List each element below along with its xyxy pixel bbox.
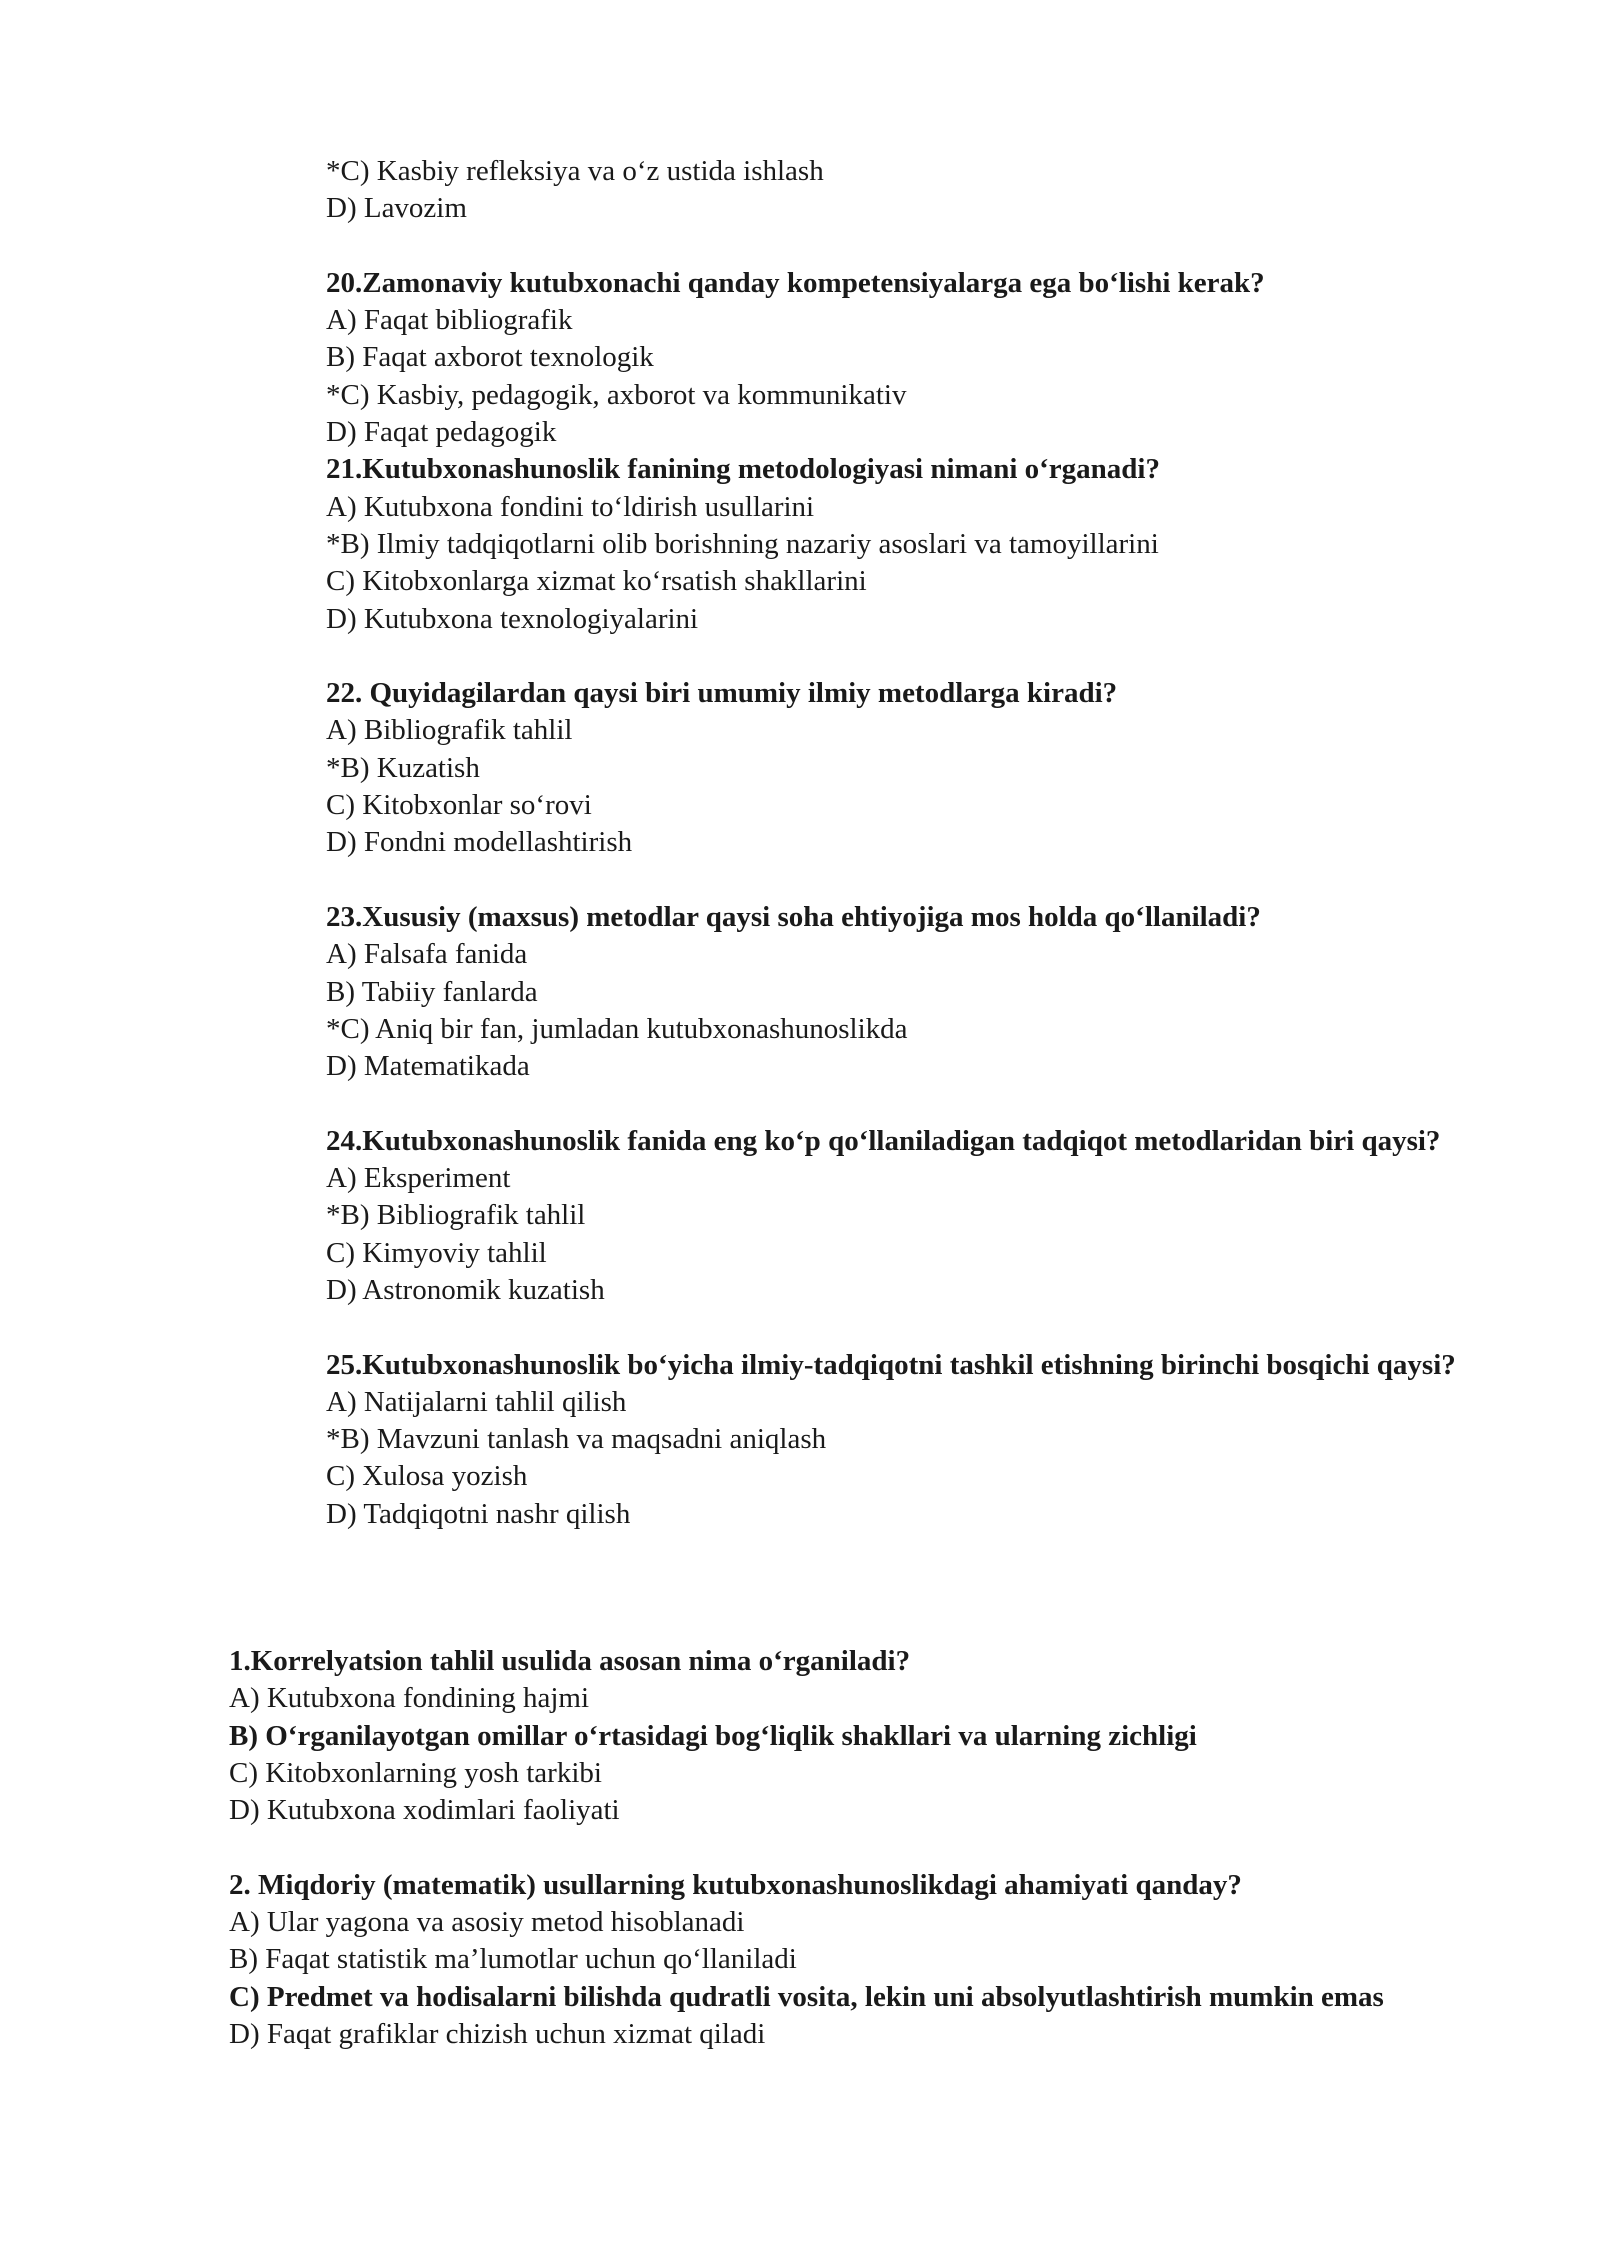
option: A) Kutubxona fondining hajmi: [229, 1682, 590, 1715]
option: D) Fondni modellashtirish: [326, 826, 633, 859]
question-25: [326, 1347, 1486, 1533]
correct-option: C) Predmet va hodisalarni bilishda qudratli vosita, lekin uni absolyutlashtirish mumkin emas: [229, 1980, 1384, 2013]
option: *B) Mavzuni tanlash va maqsadni aniqlash: [326, 1423, 827, 1456]
question-21: [326, 451, 1486, 637]
option: B) Faqat statistik ma’lumotlar uchun qo‘llaniladi: [229, 1943, 797, 1976]
option: A) Faqat bibliografik: [326, 304, 573, 337]
option: C) Kitobxonlar so‘rovi: [326, 789, 592, 822]
correct-option: B) O‘rganilayotgan omillar o‘rtasidagi bog‘liqlik shakllari va ularning zichligi: [229, 1719, 1197, 1752]
question-text: 2. Miqdoriy (matematik) usullarning kutubxonashunoslikdagi ahamiyati qanday?: [229, 1868, 1242, 1901]
option: *B) Bibliografik tahlil: [326, 1199, 586, 1232]
question-text: 1.Korrelyatsion tahlil usulida asosan nima o‘rganiladi?: [229, 1645, 911, 1677]
question-text: 24.Kutubxonashunoslik fanida eng ko‘p qo‘llaniladigan tadqiqot metodlaridan biri qaysi?: [326, 1124, 1441, 1157]
question-text: 25.Kutubxonashunoslik bo‘yicha ilmiy-tadqiqotni tashkil etishning birinchi bosqichi qaysi?: [326, 1348, 1456, 1381]
question-22: [326, 675, 1486, 861]
question-list-section-2: [229, 1643, 1489, 2053]
option: A) Kutubxona fondini to‘ldirish usullarini: [326, 490, 815, 523]
option: D) Faqat grafiklar chizish uchun xizmat qiladi: [229, 2017, 766, 2050]
option: D) Kutubxona texnologiyalarini: [326, 602, 699, 635]
question-23: [326, 899, 1486, 1085]
question-24: [326, 1123, 1486, 1309]
question-text: 21.Kutubxonashunoslik fanining metodologiyasi nimani o‘rganadi?: [326, 453, 1160, 486]
option: *C) Aniq bir fan, jumladan kutubxonashunoslikda: [326, 1012, 908, 1045]
option: *B) Ilmiy tadqiqotlarni olib borishning nazariy asoslari va tamoyillarini: [326, 527, 1159, 560]
option: *C) Kasbiy, pedagogik, axborot va kommunikativ: [326, 378, 907, 411]
option: D) Kutubxona xodimlari faoliyati: [229, 1794, 620, 1827]
option: A) Eksperiment: [326, 1162, 511, 1195]
option: C) Kitobxonlarning yosh tarkibi: [229, 1756, 602, 1789]
option: A) Ular yagona va asosiy metod hisoblanadi: [229, 1906, 745, 1939]
question-list: [326, 153, 1486, 1533]
option: C) Kimyoviy tahlil: [326, 1236, 547, 1269]
option: D) Tadqiqotni nashr qilish: [326, 1497, 631, 1530]
option: A) Bibliografik tahlil: [326, 714, 573, 747]
option: *B) Kuzatish: [326, 751, 480, 784]
option: B) Faqat axborot texnologik: [326, 341, 654, 374]
option: D) Faqat pedagogik: [326, 416, 557, 449]
option: A) Falsafa fanida: [326, 938, 528, 971]
option: C) Xulosa yozish: [326, 1460, 528, 1493]
option: *C) Kasbiy refleksiya va o‘z ustida ishlash: [326, 155, 824, 187]
option: D) Matematikada: [326, 1050, 530, 1083]
option: D) Astronomik kuzatish: [326, 1273, 605, 1306]
question-20: [326, 265, 1486, 451]
question-1: [229, 1643, 1489, 1829]
option: D) Lavozim: [326, 192, 467, 225]
option: C) Kitobxonlarga xizmat ko‘rsatish shakllarini: [326, 565, 867, 598]
option: B) Tabiiy fanlarda: [326, 975, 538, 1008]
question-text: 20.Zamonaviy kutubxonachi qanday kompetensiyalarga ega bo‘lishi kerak?: [326, 266, 1265, 299]
question-2: [229, 1867, 1489, 2053]
question-text: 22. Quyidagilardan qaysi biri umumiy ilmiy metodlarga kiradi?: [326, 677, 1118, 710]
question-text: 23.Xususiy (maxsus) metodlar qaysi soha ehtiyojiga mos holda qo‘llaniladi?: [326, 900, 1261, 933]
option: A) Natijalarni tahlil qilish: [326, 1385, 627, 1418]
